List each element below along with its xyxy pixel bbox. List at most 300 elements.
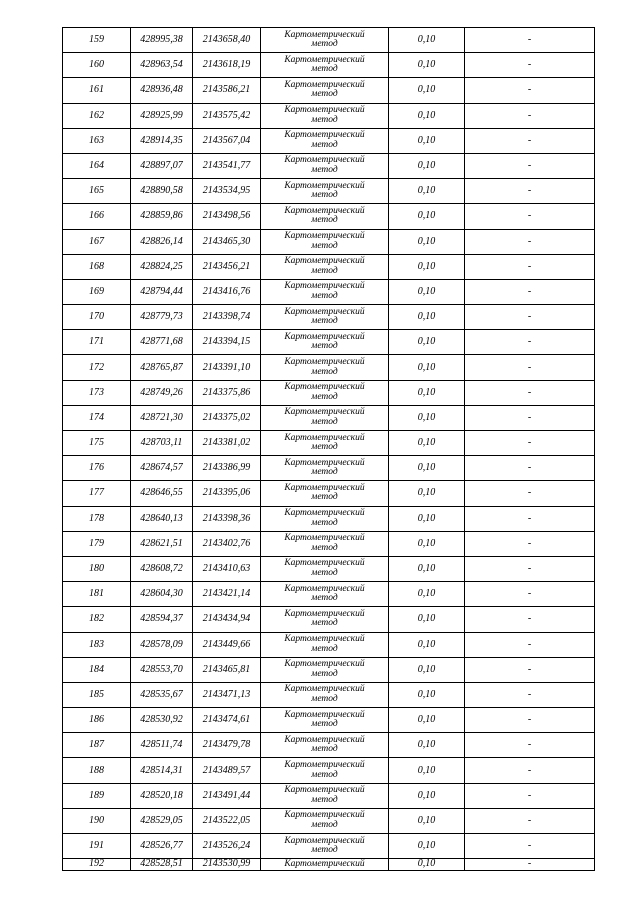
method-cell xyxy=(261,254,389,279)
description-cell: - xyxy=(465,153,595,178)
method-cell xyxy=(261,431,389,456)
table-row xyxy=(63,481,595,506)
x-coordinate-cell: 428594,37 xyxy=(131,607,193,632)
x-coordinate-cell: 428608,72 xyxy=(131,556,193,581)
point-number-cell: 169 xyxy=(63,279,131,304)
table-row xyxy=(63,254,595,279)
method-line-2: метод xyxy=(311,618,338,629)
method-cell xyxy=(261,682,389,707)
x-coordinate-cell: 428640,13 xyxy=(131,506,193,531)
method-line-1: Картометрический xyxy=(284,835,365,846)
method-cell xyxy=(261,556,389,581)
accuracy-cell: 0,10 xyxy=(389,657,465,682)
method-line-2: метод xyxy=(311,290,338,301)
method-line-1: Картометрический xyxy=(284,155,365,166)
y-coordinate-cell: 2143465,30 xyxy=(193,229,261,254)
x-coordinate-cell: 428779,73 xyxy=(131,305,193,330)
method-cell xyxy=(261,53,389,78)
method-line-2: метод xyxy=(311,165,338,176)
method-line-1: Картометрический xyxy=(284,684,365,695)
x-coordinate-cell: 428897,07 xyxy=(131,153,193,178)
table-row xyxy=(63,657,595,682)
method-line-1: Картометрический xyxy=(284,558,365,569)
x-coordinate-cell: 428528,51 xyxy=(131,859,193,871)
method-line-2: метод xyxy=(311,769,338,780)
accuracy-cell: 0,10 xyxy=(389,758,465,783)
method-line-2: метод xyxy=(311,593,338,604)
accuracy-cell: 0,10 xyxy=(389,859,465,871)
table-row xyxy=(63,682,595,707)
table-row xyxy=(63,808,595,833)
table-row xyxy=(63,733,595,758)
method-cell xyxy=(261,582,389,607)
method-cell xyxy=(261,733,389,758)
y-coordinate-cell: 2143394,15 xyxy=(193,330,261,355)
accuracy-cell: 0,10 xyxy=(389,431,465,456)
method-cell xyxy=(261,632,389,657)
method-line-2: метод xyxy=(311,416,338,427)
table-row xyxy=(63,28,595,53)
method-line-1: Картометрический xyxy=(284,306,365,317)
x-coordinate-cell: 428520,18 xyxy=(131,783,193,808)
y-coordinate-cell: 2143398,36 xyxy=(193,506,261,531)
method-line-1: Картометрический xyxy=(284,533,365,544)
method-line-2: метод xyxy=(311,668,338,679)
description-cell: - xyxy=(465,78,595,103)
accuracy-cell: 0,10 xyxy=(389,834,465,859)
accuracy-cell: 0,10 xyxy=(389,506,465,531)
y-coordinate-cell: 2143534,95 xyxy=(193,179,261,204)
description-cell: - xyxy=(465,682,595,707)
description-cell: - xyxy=(465,431,595,456)
accuracy-cell: 0,10 xyxy=(389,582,465,607)
method-line-1: Картометрический xyxy=(284,785,365,796)
y-coordinate-cell: 2143658,40 xyxy=(193,28,261,53)
table-row xyxy=(63,632,595,657)
description-cell: - xyxy=(465,254,595,279)
point-number-cell: 184 xyxy=(63,657,131,682)
method-line-2: метод xyxy=(311,190,338,201)
method-cell xyxy=(261,355,389,380)
method-line-2: метод xyxy=(311,341,338,352)
table-row xyxy=(63,531,595,556)
y-coordinate-cell: 2143471,13 xyxy=(193,682,261,707)
x-coordinate-cell: 428604,30 xyxy=(131,582,193,607)
y-coordinate-cell: 2143618,19 xyxy=(193,53,261,78)
method-line-2: метод xyxy=(311,366,338,377)
table-row xyxy=(63,153,595,178)
accuracy-cell: 0,10 xyxy=(389,355,465,380)
x-coordinate-cell: 428529,05 xyxy=(131,808,193,833)
x-coordinate-cell: 428621,51 xyxy=(131,531,193,556)
method-line-1: Картометрический xyxy=(284,54,365,65)
x-coordinate-cell: 428995,38 xyxy=(131,28,193,53)
x-coordinate-cell: 428824,25 xyxy=(131,254,193,279)
method-cell xyxy=(261,456,389,481)
method-line-1: Картометрический xyxy=(284,130,365,141)
x-coordinate-cell: 428578,09 xyxy=(131,632,193,657)
coordinates-table xyxy=(62,27,595,871)
point-number-cell: 159 xyxy=(63,28,131,53)
point-number-cell: 172 xyxy=(63,355,131,380)
method-line-2: метод xyxy=(311,542,338,553)
y-coordinate-cell: 2143398,74 xyxy=(193,305,261,330)
method-line-2: метод xyxy=(311,265,338,276)
accuracy-cell: 0,10 xyxy=(389,607,465,632)
point-number-cell: 165 xyxy=(63,179,131,204)
y-coordinate-cell: 2143567,04 xyxy=(193,128,261,153)
x-coordinate-cell: 428721,30 xyxy=(131,405,193,430)
point-number-cell: 181 xyxy=(63,582,131,607)
x-coordinate-cell: 428771,68 xyxy=(131,330,193,355)
accuracy-cell: 0,10 xyxy=(389,279,465,304)
method-cell xyxy=(261,783,389,808)
method-line-2: метод xyxy=(311,568,338,579)
method-cell xyxy=(261,859,389,871)
table-row xyxy=(63,582,595,607)
point-number-cell: 173 xyxy=(63,380,131,405)
y-coordinate-cell: 2143395,06 xyxy=(193,481,261,506)
method-line-1: Картометрический xyxy=(284,29,365,40)
x-coordinate-cell: 428511,74 xyxy=(131,733,193,758)
point-number-cell: 171 xyxy=(63,330,131,355)
description-cell: - xyxy=(465,506,595,531)
point-number-cell: 166 xyxy=(63,204,131,229)
method-cell xyxy=(261,657,389,682)
method-line-2: метод xyxy=(311,693,338,704)
method-line-1: Картометрический xyxy=(284,205,365,216)
point-number-cell: 174 xyxy=(63,405,131,430)
table-row xyxy=(63,834,595,859)
point-number-cell: 167 xyxy=(63,229,131,254)
point-number-cell: 190 xyxy=(63,808,131,833)
table-row xyxy=(63,53,595,78)
accuracy-cell: 0,10 xyxy=(389,556,465,581)
description-cell: - xyxy=(465,531,595,556)
method-cell xyxy=(261,128,389,153)
method-cell xyxy=(261,380,389,405)
coordinates-table-body xyxy=(63,28,595,871)
method-line-2: метод xyxy=(311,643,338,654)
method-line-2: метод xyxy=(311,114,338,125)
description-cell: - xyxy=(465,355,595,380)
description-cell: - xyxy=(465,582,595,607)
method-cell xyxy=(261,78,389,103)
method-cell xyxy=(261,204,389,229)
accuracy-cell: 0,10 xyxy=(389,53,465,78)
point-number-cell: 175 xyxy=(63,431,131,456)
accuracy-cell: 0,10 xyxy=(389,305,465,330)
accuracy-cell: 0,10 xyxy=(389,380,465,405)
method-line-1: Картометрический xyxy=(284,457,365,468)
method-line-2: метод xyxy=(311,467,338,478)
point-number-cell: 168 xyxy=(63,254,131,279)
table-row xyxy=(63,78,595,103)
method-cell xyxy=(261,607,389,632)
method-line-1: Картометрический xyxy=(284,709,365,720)
method-line-1: Картометрический xyxy=(284,79,365,90)
method-line-1: Картометрический xyxy=(284,583,365,594)
point-number-cell: 189 xyxy=(63,783,131,808)
x-coordinate-cell: 428674,57 xyxy=(131,456,193,481)
accuracy-cell: 0,10 xyxy=(389,103,465,128)
method-cell xyxy=(261,506,389,531)
point-number-cell: 163 xyxy=(63,128,131,153)
y-coordinate-cell: 2143375,02 xyxy=(193,405,261,430)
accuracy-cell: 0,10 xyxy=(389,708,465,733)
description-cell: - xyxy=(465,53,595,78)
description-cell: - xyxy=(465,783,595,808)
table-row xyxy=(63,330,595,355)
description-cell: - xyxy=(465,405,595,430)
description-cell: - xyxy=(465,859,595,871)
point-number-cell: 170 xyxy=(63,305,131,330)
method-line-1: Картометрический xyxy=(284,608,365,619)
point-number-cell: 160 xyxy=(63,53,131,78)
description-cell: - xyxy=(465,330,595,355)
description-cell: - xyxy=(465,128,595,153)
method-line-1: Картометрический xyxy=(284,382,365,393)
accuracy-cell: 0,10 xyxy=(389,330,465,355)
method-line-1: Картометрический xyxy=(284,281,365,292)
method-line-1: Картометрический xyxy=(284,180,365,191)
y-coordinate-cell: 2143421,14 xyxy=(193,582,261,607)
table-row xyxy=(63,279,595,304)
x-coordinate-cell: 428890,58 xyxy=(131,179,193,204)
method-cell xyxy=(261,481,389,506)
table-row xyxy=(63,456,595,481)
method-line-2: метод xyxy=(311,517,338,528)
method-line-1: Картометрический xyxy=(284,256,365,267)
method-cell xyxy=(261,405,389,430)
y-coordinate-cell: 2143402,76 xyxy=(193,531,261,556)
point-number-cell: 178 xyxy=(63,506,131,531)
method-line-2: метод xyxy=(311,240,338,251)
method-line-2: метод xyxy=(311,492,338,503)
y-coordinate-cell: 2143489,57 xyxy=(193,758,261,783)
description-cell: - xyxy=(465,834,595,859)
accuracy-cell: 0,10 xyxy=(389,481,465,506)
table-row xyxy=(63,355,595,380)
y-coordinate-cell: 2143391,10 xyxy=(193,355,261,380)
description-cell: - xyxy=(465,103,595,128)
y-coordinate-cell: 2143434,94 xyxy=(193,607,261,632)
accuracy-cell: 0,10 xyxy=(389,179,465,204)
method-cell xyxy=(261,28,389,53)
point-number-cell: 177 xyxy=(63,481,131,506)
accuracy-cell: 0,10 xyxy=(389,783,465,808)
y-coordinate-cell: 2143541,77 xyxy=(193,153,261,178)
y-coordinate-cell: 2143530,99 xyxy=(193,859,261,871)
x-coordinate-cell: 428703,11 xyxy=(131,431,193,456)
method-cell xyxy=(261,758,389,783)
y-coordinate-cell: 2143410,63 xyxy=(193,556,261,581)
y-coordinate-cell: 2143375,86 xyxy=(193,380,261,405)
method-line-1: Картометрический xyxy=(284,508,365,519)
method-cell xyxy=(261,103,389,128)
method-line-2: метод xyxy=(311,39,338,50)
table-row xyxy=(63,783,595,808)
x-coordinate-cell: 428765,87 xyxy=(131,355,193,380)
description-cell: - xyxy=(465,380,595,405)
table-row xyxy=(63,607,595,632)
description-cell: - xyxy=(465,632,595,657)
method-line-2: метод xyxy=(311,89,338,100)
table-row xyxy=(63,305,595,330)
x-coordinate-cell: 428936,48 xyxy=(131,78,193,103)
method-line-2: метод xyxy=(311,442,338,453)
y-coordinate-cell: 2143465,81 xyxy=(193,657,261,682)
table-row xyxy=(63,859,595,871)
method-cell xyxy=(261,834,389,859)
x-coordinate-cell: 428535,67 xyxy=(131,682,193,707)
method-line-1: Картометрический xyxy=(284,810,365,821)
method-cell xyxy=(261,808,389,833)
method-cell xyxy=(261,153,389,178)
accuracy-cell: 0,10 xyxy=(389,128,465,153)
method-cell xyxy=(261,279,389,304)
y-coordinate-cell: 2143449,66 xyxy=(193,632,261,657)
description-cell: - xyxy=(465,607,595,632)
accuracy-cell: 0,10 xyxy=(389,456,465,481)
point-number-cell: 162 xyxy=(63,103,131,128)
y-coordinate-cell: 2143386,99 xyxy=(193,456,261,481)
method-line-2: метод xyxy=(311,316,338,327)
method-cell xyxy=(261,179,389,204)
method-line-1: Картометрический xyxy=(284,759,365,770)
description-cell: - xyxy=(465,456,595,481)
description-cell: - xyxy=(465,204,595,229)
method-line-2: метод xyxy=(311,391,338,402)
x-coordinate-cell: 428526,77 xyxy=(131,834,193,859)
x-coordinate-cell: 428859,86 xyxy=(131,204,193,229)
point-number-cell: 187 xyxy=(63,733,131,758)
y-coordinate-cell: 2143575,42 xyxy=(193,103,261,128)
description-cell: - xyxy=(465,179,595,204)
table-row xyxy=(63,556,595,581)
x-coordinate-cell: 428794,44 xyxy=(131,279,193,304)
accuracy-cell: 0,10 xyxy=(389,153,465,178)
method-line-2: метод xyxy=(311,139,338,150)
description-cell: - xyxy=(465,279,595,304)
description-cell: - xyxy=(465,305,595,330)
description-cell: - xyxy=(465,733,595,758)
method-cell xyxy=(261,330,389,355)
y-coordinate-cell: 2143416,76 xyxy=(193,279,261,304)
table-row xyxy=(63,103,595,128)
method-line-2: метод xyxy=(311,215,338,226)
x-coordinate-cell: 428553,70 xyxy=(131,657,193,682)
table-row xyxy=(63,179,595,204)
x-coordinate-cell: 428925,99 xyxy=(131,103,193,128)
accuracy-cell: 0,10 xyxy=(389,78,465,103)
method-line-1: Картометрический xyxy=(284,432,365,443)
y-coordinate-cell: 2143491,44 xyxy=(193,783,261,808)
table-row xyxy=(63,229,595,254)
point-number-cell: 188 xyxy=(63,758,131,783)
description-cell: - xyxy=(465,708,595,733)
y-coordinate-cell: 2143381,02 xyxy=(193,431,261,456)
method-cell xyxy=(261,305,389,330)
description-cell: - xyxy=(465,556,595,581)
point-number-cell: 179 xyxy=(63,531,131,556)
point-number-cell: 161 xyxy=(63,78,131,103)
accuracy-cell: 0,10 xyxy=(389,204,465,229)
point-number-cell: 186 xyxy=(63,708,131,733)
y-coordinate-cell: 2143474,61 xyxy=(193,708,261,733)
method-line-1: Картометрический xyxy=(284,331,365,342)
accuracy-cell: 0,10 xyxy=(389,682,465,707)
table-row xyxy=(63,380,595,405)
description-cell: - xyxy=(465,758,595,783)
y-coordinate-cell: 2143498,56 xyxy=(193,204,261,229)
table-row xyxy=(63,405,595,430)
method-line-1: Картометрический xyxy=(284,407,365,418)
method-line-1: Картометрический xyxy=(284,659,365,670)
point-number-cell: 185 xyxy=(63,682,131,707)
table-row xyxy=(63,128,595,153)
table-row xyxy=(63,204,595,229)
point-number-cell: 164 xyxy=(63,153,131,178)
y-coordinate-cell: 2143456,21 xyxy=(193,254,261,279)
method-line-1: Картометрический xyxy=(284,634,365,644)
accuracy-cell: 0,10 xyxy=(389,28,465,53)
description-cell: - xyxy=(465,229,595,254)
method-cell xyxy=(261,531,389,556)
point-number-cell: 183 xyxy=(63,632,131,657)
method-line-1: Картометрический xyxy=(284,356,365,367)
x-coordinate-cell: 428530,92 xyxy=(131,708,193,733)
point-number-cell: 180 xyxy=(63,556,131,581)
accuracy-cell: 0,10 xyxy=(389,254,465,279)
x-coordinate-cell: 428914,35 xyxy=(131,128,193,153)
method-cell xyxy=(261,708,389,733)
description-cell: - xyxy=(465,481,595,506)
accuracy-cell: 0,10 xyxy=(389,531,465,556)
method-line-2: метод xyxy=(311,719,338,730)
description-cell: - xyxy=(465,808,595,833)
method-line-2: метод xyxy=(311,819,338,830)
y-coordinate-cell: 2143522,05 xyxy=(193,808,261,833)
accuracy-cell: 0,10 xyxy=(389,229,465,254)
x-coordinate-cell: 428646,55 xyxy=(131,481,193,506)
method-line-1: Картометрический xyxy=(284,105,365,116)
table-row xyxy=(63,506,595,531)
x-coordinate-cell: 428749,26 xyxy=(131,380,193,405)
method-line-1: Картометрический xyxy=(284,859,365,870)
method-cell xyxy=(261,229,389,254)
accuracy-cell: 0,10 xyxy=(389,405,465,430)
point-number-cell: 176 xyxy=(63,456,131,481)
table-row xyxy=(63,758,595,783)
method-line-1: Картометрический xyxy=(284,734,365,745)
x-coordinate-cell: 428826,14 xyxy=(131,229,193,254)
point-number-cell: 192 xyxy=(63,859,131,871)
description-cell: - xyxy=(465,28,595,53)
accuracy-cell: 0,10 xyxy=(389,733,465,758)
accuracy-cell: 0,10 xyxy=(389,808,465,833)
method-line-1: Картометрический xyxy=(284,231,365,241)
x-coordinate-cell: 428963,54 xyxy=(131,53,193,78)
x-coordinate-cell: 428514,31 xyxy=(131,758,193,783)
point-number-cell: 182 xyxy=(63,607,131,632)
y-coordinate-cell: 2143526,24 xyxy=(193,834,261,859)
method-line-2: метод xyxy=(311,64,338,75)
y-coordinate-cell: 2143586,21 xyxy=(193,78,261,103)
y-coordinate-cell: 2143479,78 xyxy=(193,733,261,758)
point-number-cell: 191 xyxy=(63,834,131,859)
accuracy-cell: 0,10 xyxy=(389,632,465,657)
